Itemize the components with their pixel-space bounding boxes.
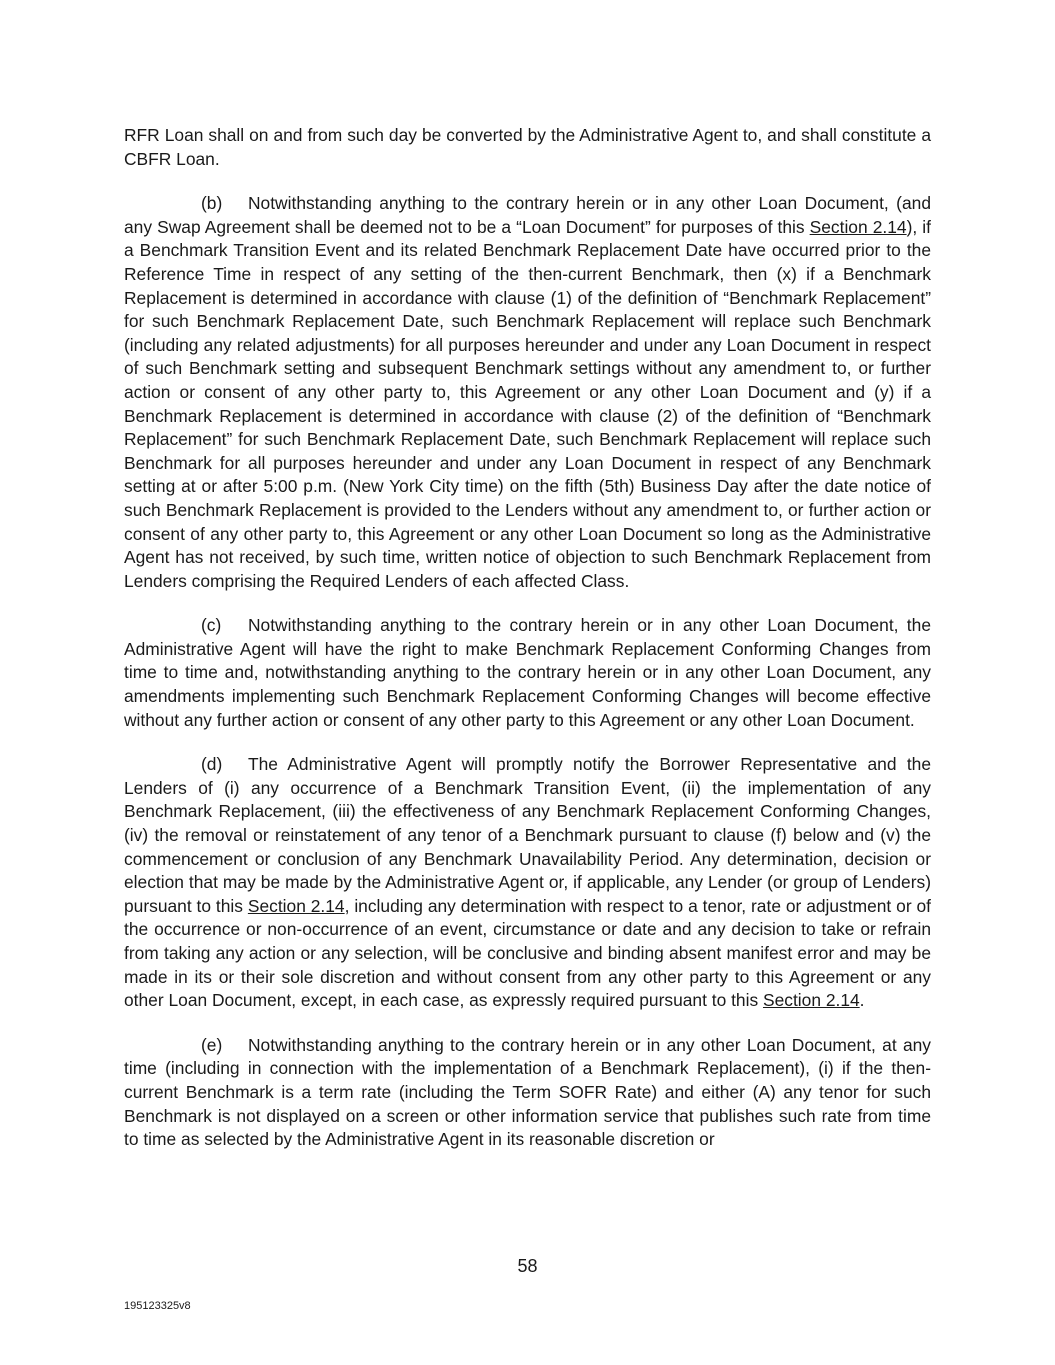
document-body	[124, 124, 931, 1152]
paragraph-e	[124, 1034, 931, 1152]
paragraph-e-text: Notwithstanding anything to the contrary herein or in any other Loan Document, at any time (including in connection with the implementation of a Benchmark Replacement), (i) if the then-current Benchmark is a term rate (including the Term SOFR Rate) and either (A) any tenor for such Benchmark is not displayed on a screen or other information service that publishes such rate from time to time as selected by the Administrative Agent in its reasonable discretion or	[124, 1034, 931, 1150]
section-ref-link: Section 2.14	[762, 990, 860, 1011]
paragraph-e-label: (e)	[201, 1034, 223, 1055]
paragraph-c-label: (c)	[201, 615, 222, 636]
intro-paragraph: RFR Loan shall on and from such day be converted by the Administrative Agent to, and shall constitute a CBFR Loan.	[124, 125, 931, 169]
section-ref-link: Section 2.14	[247, 895, 345, 916]
paragraph-c	[124, 614, 931, 732]
paragraph-d-label: (d)	[201, 754, 223, 775]
paragraph-d-text-1: The Administrative Agent will promptly notify the Borrower Representative and the Lenders of (i) any occurrence of a Benchmark Transition Event, (ii) the implementation of any Benchmark Replacement, (iii) the effectiveness of any Benchmark Replacement Conforming Changes, (iv) the removal or reinstatement of any tenor of a Benchmark pursuant to clause (f) below and (v) the commencement or conclusion of any Benchmark Unavailability Period. Any determination, decision or election that may be made by the Administrative Agent or, if applicable, any Lender (or group of Lenders) pursuant to this	[124, 754, 931, 916]
paragraph-b-text-2: ), if a Benchmark Transition Event and its related Benchmark Replacement Date have occurred prior to the Reference Time in respect of any setting of the then-current Benchmark, then (x) if a Benchmark Replacement is determined in accordance with clause (1) of the definition of “Benchmark Replacement” for such Benchmark Replacement Date, such Benchmark Replacement will replace such Benchmark (including any related adjustments) for all purposes hereunder and under any Loan Document in respect of such Benchmark setting and subsequent Benchmark settings without any amendment to, or further action or consent of any other party to, this Agreement or any other Loan Document and (y) if a Benchmark Replacement is determined in accordance with clause (2) of the definition of “Benchmark Replacement” for such Benchmark Replacement Date, such Benchmark Replacement will replace such Benchmark for all purposes hereunder and under any Loan Document in respect of any Benchmark setting at or after 5:00 p.m. (New York City time) on the fifth (5th) Business Day after the date notice of such Benchmark Replacement is provided to the Lenders without any amendment to, or further action or consent of any other party to, this Agreement or any other Loan Document so long as the Administrative Agent has not received, by such time, written notice of objection to such Benchmark Replacement from Lenders comprising the Required Lenders of each affected Class.	[124, 216, 931, 591]
paragraph-b-text-1: Notwithstanding anything to the contrary herein or in any other Loan Document, (and any Swap Agreement shall be deemed not to be a “Loan Document” for purposes of this	[124, 193, 931, 237]
paragraph-b	[124, 192, 931, 593]
section-ref-link: Section 2.14	[809, 216, 907, 237]
paragraph-c-text: Notwithstanding anything to the contrary herein or in any other Loan Document, the Administrative Agent will have the right to make Benchmark Replacement Conforming Changes from time to time and, notwithstanding anything to the contrary herein or in any other Loan Document, any amendments implementing such Benchmark Replacement Conforming Changes will become effective without any further action or consent of any other party to this Agreement or any other Loan Document.	[124, 615, 931, 730]
paragraph-d-text-2: , including any determination with respect to a tenor, rate or adjustment or of the occurrence or non-occurrence of an event, circumstance or date and any decision to take or refrain from taking any action or any selection, will be conclusive and binding absent manifest error and may be made in its or their sole discretion and without consent from any other party to this Agreement or any other Loan Document, except, in each case, as expressly required pursuant to this	[124, 895, 931, 1011]
paragraph-d-text-3: .	[859, 990, 865, 1011]
page-number: 58	[517, 1256, 538, 1276]
paragraph-b-label: (b)	[201, 193, 223, 214]
document-id: 195123325v8	[124, 1300, 191, 1312]
paragraph-d	[124, 753, 931, 1013]
